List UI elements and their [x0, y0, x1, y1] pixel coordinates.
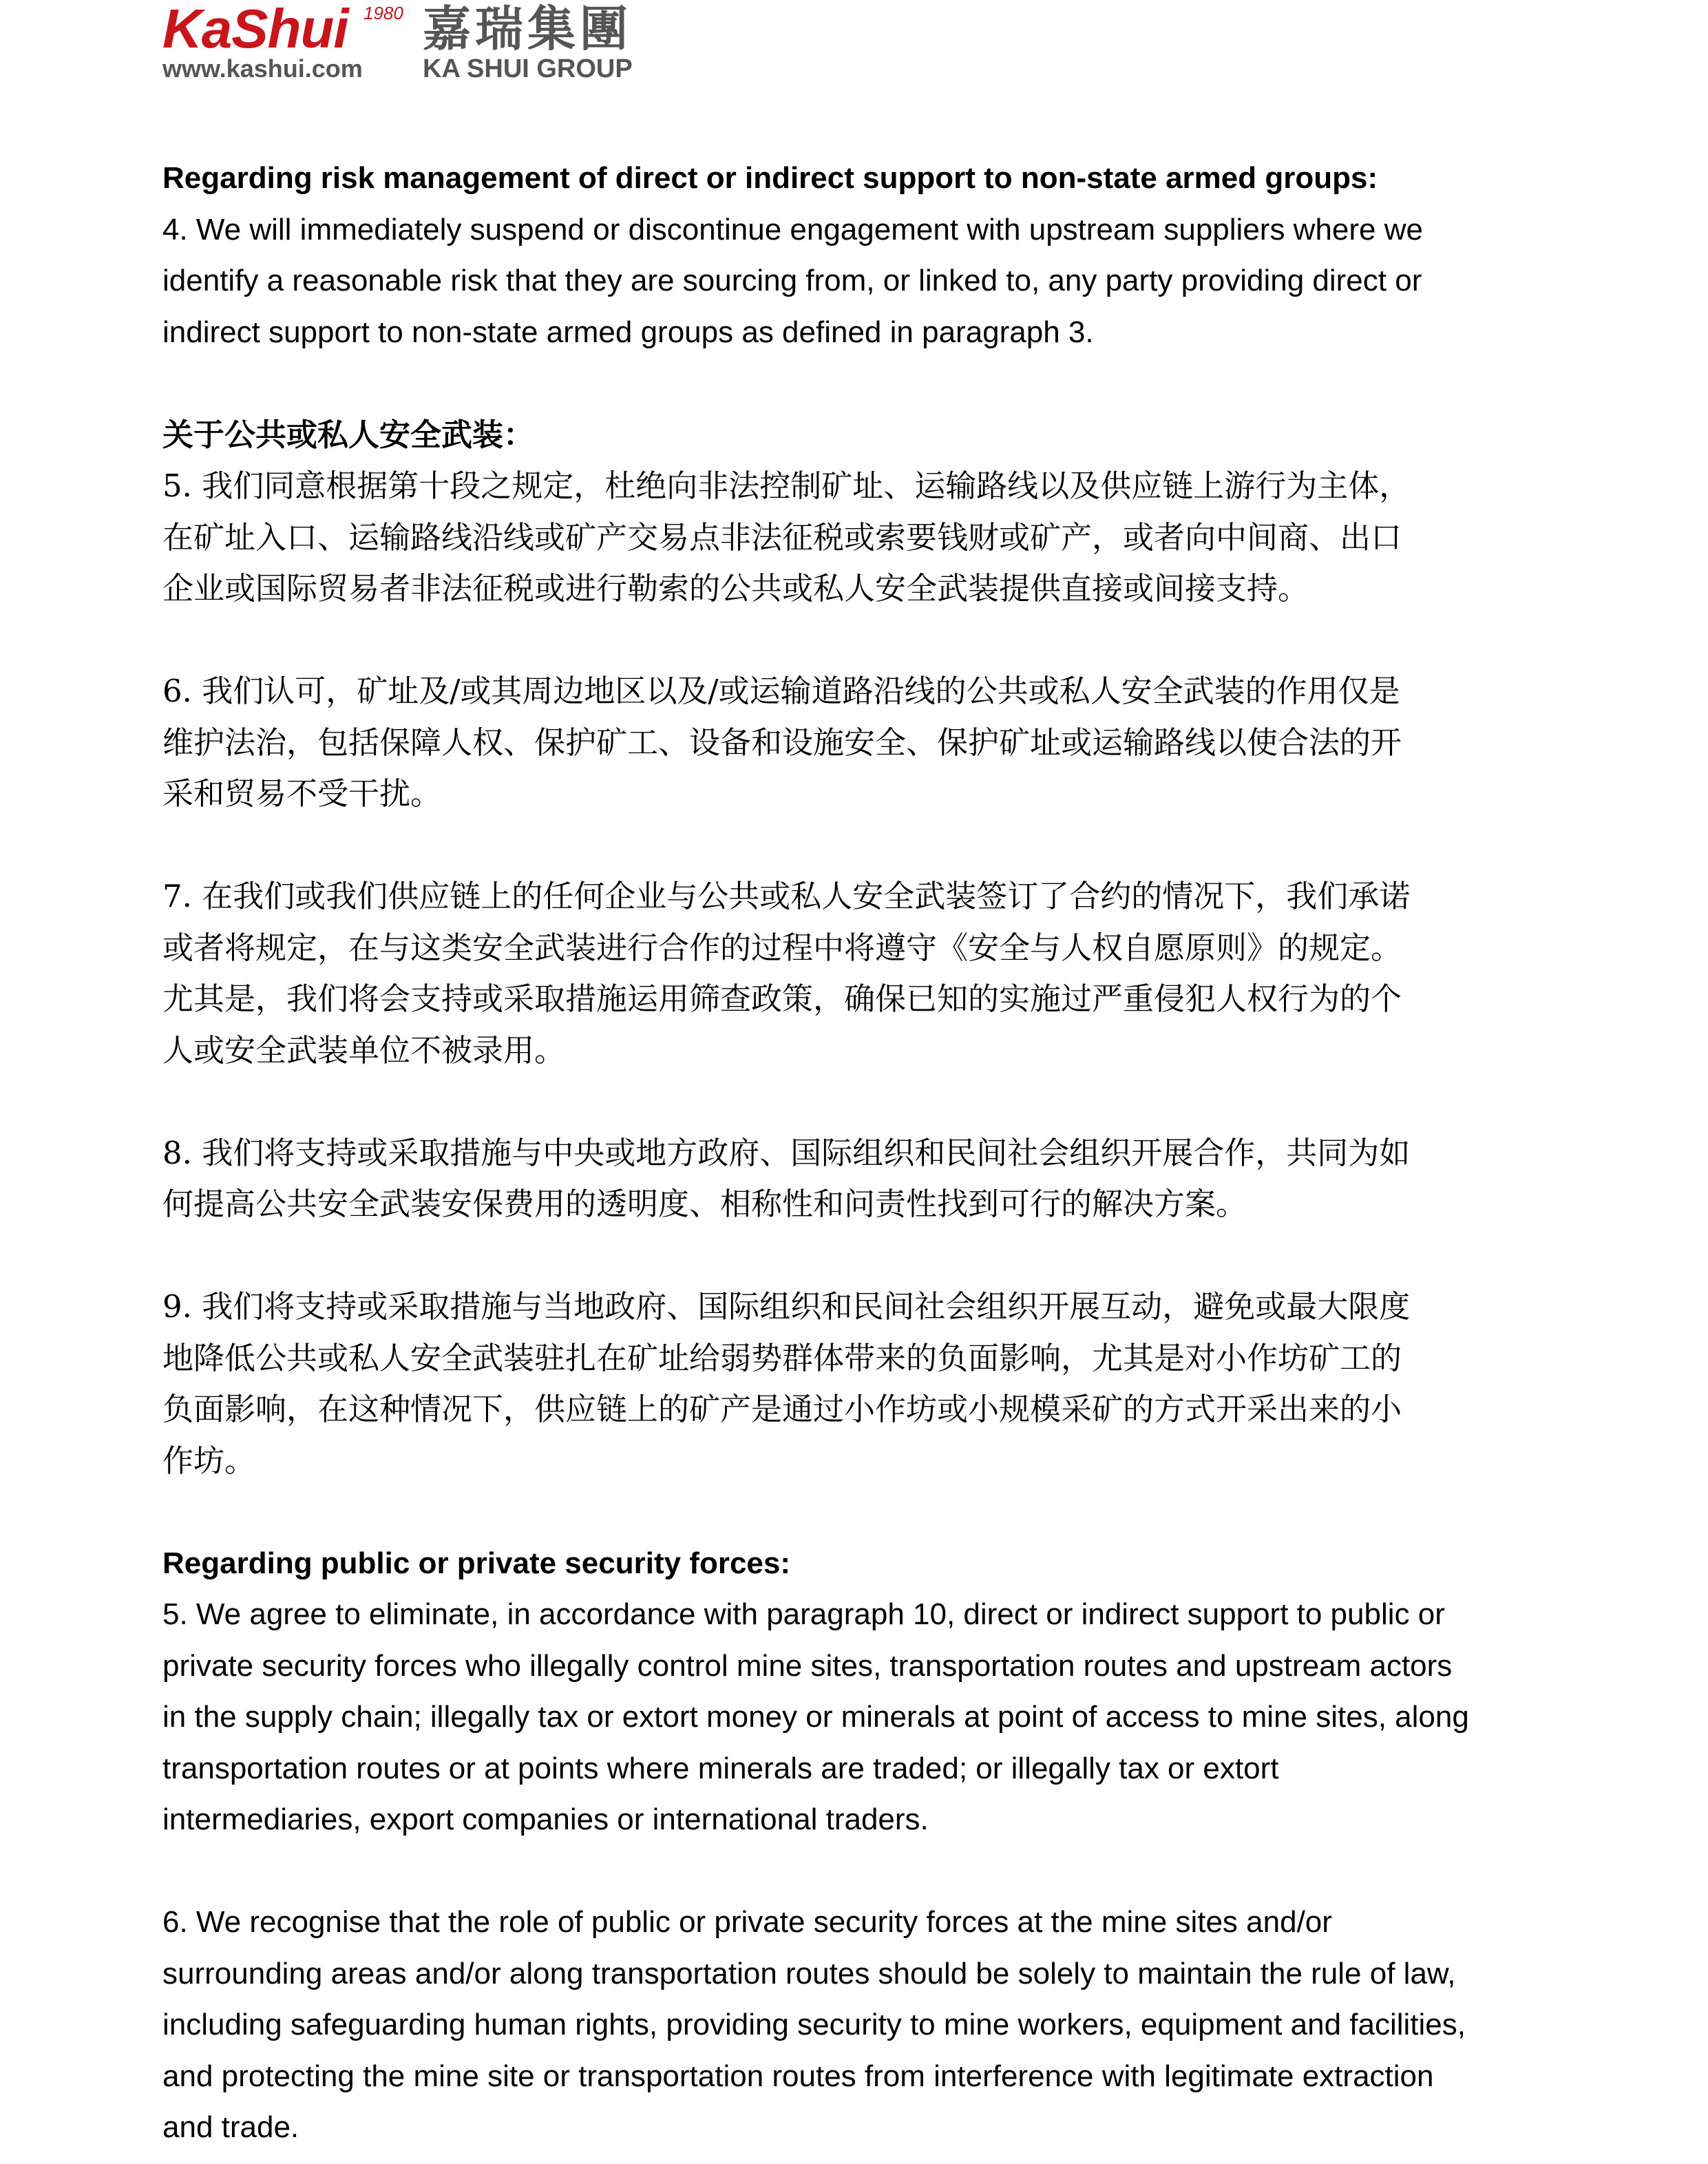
document-body: [162, 153, 1546, 2154]
paragraph-cn-9: 9. 我们将支持或采取措施与当地政府、国际组织和民间社会组织开展互动，避免或最大限度 地降低公共或私人安全武装驻扎在矿址给弱势群体带来的负面影响，尤其是对小作坊矿工的 负面影响，在这种情况下，供应链上的矿产是通过小作坊或小规模采矿的方式开采出来的小 作坊。: [162, 1288, 1411, 1479]
paragraph-cn-6: 6. 我们认可，矿址及/或其周边地区以及/或运输道路沿线的公共或私人安全武装的作用仅是 维护法治，包括保障人权、保护矿工、设备和设施安全、保护矿址或运输路线以使合法的开 采和贸易不受干扰。: [162, 673, 1402, 812]
paragraph-gap: [162, 1230, 1546, 1282]
logo-wordmark: KaShui: [162, 0, 348, 59]
paragraph-cn-5: 5. 我们同意根据第十段之规定，杜绝向非法控制矿址、运输路线以及供应链上游行为主体， 在矿址入口、运输路线沿线或矿产交易点非法征税或索要钱财或矿产，或者向中间商、出口 企业或国际贸易者非法征税或进行勒索的公共或私人安全武装提供直接或间接支持。: [162, 468, 1411, 607]
paragraph-gap: [162, 615, 1546, 666]
logo-website: www.kashui.com: [162, 54, 363, 83]
paragraph-gap: [162, 820, 1546, 872]
logo-chinese-name: 嘉瑞集團: [423, 1, 632, 57]
company-logo: [162, 0, 644, 96]
section-heading-armed-groups: Regarding risk management of direct or indirect support to non-state armed groups:: [162, 161, 1378, 195]
paragraph-cn-7: 7. 在我们或我们供应链上的任何企业与公共或私人安全武装签订了合约的情况下，我们承诺 或者将规定，在与这类安全武装进行合作的过程中将遵守《安全与人权自愿原则》的规定。 尤其是，我们将会支持或采取措施运用筛查政策，确保已知的实施过严重侵犯人权行为的个 人或安全武装单位不被录用。: [162, 878, 1411, 1069]
logo-group-name: KA SHUI GROUP: [423, 54, 633, 83]
paragraph-cn-8: 8. 我们将支持或采取措施与中央或地方政府、国际组织和民间社会组织开展合作，共同为如 何提高公共安全武装安保费用的透明度、相称性和问责性找到可行的解决方案。: [162, 1134, 1411, 1222]
paragraph-gap: [162, 1076, 1546, 1128]
paragraph-en-6: 6. We recognise that the role of public or private security forces at the mine sites and/or surrounding areas and/or along transportation routes should be solely to maintain the rule of law, including safeguarding human rights, providing security to mine workers, equipment and facilities, and protecting the mine site or transportation routes from interference with legitimate extraction and trade.: [162, 1905, 1466, 2144]
section-heading-security-forces: Regarding public or private security forces:: [162, 1546, 791, 1580]
paragraph-gap: [162, 358, 1546, 410]
paragraph-en-5: 5. We agree to eliminate, in accordance with paragraph 10, direct or indirect support to public or private security forces who illegally control mine sites, transportation routes and upstream actors in the supply chain; illegally tax or extort money or minerals at point of access to mine sites, along transportation routes or at points where minerals are traded; or illegally tax or extort intermediaries, export companies or international traders.: [162, 1597, 1469, 1836]
paragraph-en-4: 4. We will immediately suspend or discontinue engagement with upstream suppliers where we identify a reasonable risk that they are sourcing from, or linked to, any party providing direct or indirect support to non-state armed groups as defined in paragraph 3.: [162, 212, 1423, 349]
logo-year: 1980: [363, 3, 403, 23]
section-heading-security-forces-cn: 关于公共或私人安全武装：: [162, 416, 535, 453]
paragraph-gap: [162, 1487, 1546, 1538]
paragraph-gap: [162, 1846, 1546, 1898]
